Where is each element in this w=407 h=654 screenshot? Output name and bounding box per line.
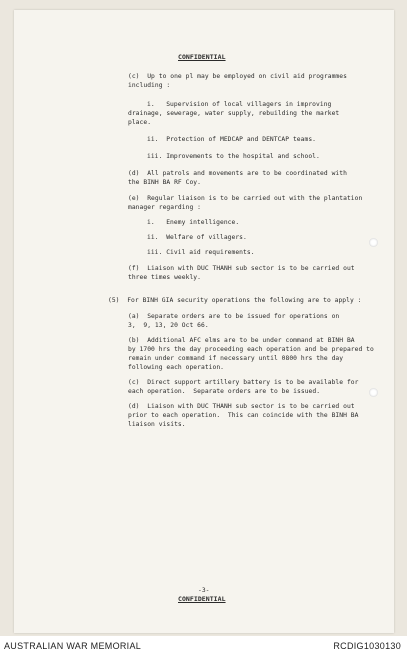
para-c-item-i-line-2: drainage, sewerage, water supply, rebuilding the market bbox=[128, 110, 340, 117]
document-page bbox=[14, 10, 394, 633]
para-f-line-1: (f) Liaison with DUC THANH sub sector is to be carried out bbox=[128, 265, 355, 272]
para-f-line-2: three times weekly. bbox=[128, 274, 201, 281]
header-confidential: CONFIDENTIAL bbox=[178, 53, 226, 61]
para-5b-line-4: following each operation. bbox=[128, 364, 225, 371]
para-c-item-i-line-3: place. bbox=[128, 119, 152, 126]
para-c-line-2: including : bbox=[128, 82, 171, 89]
para-5d-line-2: prior to each operation. This can coincide with the BINH BA bbox=[128, 412, 359, 419]
para-c-item-ii: ii. Protection of MEDCAP and DENTCAP teams. bbox=[147, 136, 317, 143]
para-e-item-iii: iii. Civil aid requirements. bbox=[147, 249, 255, 256]
archive-id: RCDIG1030130 bbox=[333, 641, 401, 651]
para-c-item-iii: iii. Improvements to the hospital and school. bbox=[147, 153, 320, 160]
footer-confidential: CONFIDENTIAL bbox=[178, 595, 226, 603]
para-5c-line-2: each operation. Separate orders are to be issued. bbox=[128, 388, 321, 395]
para-d-line-2: the BINH BA RF Coy. bbox=[128, 179, 201, 186]
page-number: -3- bbox=[198, 587, 210, 594]
para-5c-line-1: (c) Direct support artillery battery is to be available for bbox=[128, 379, 359, 386]
para-5d-line-3: liaison visits. bbox=[128, 421, 186, 428]
para-5d-line-1: (d) Liaison with DUC THANH sub sector is to be carried out bbox=[128, 403, 355, 410]
para-5b-line-1: (b) Additional AFC elms are to be under command at BINH BA bbox=[128, 337, 355, 344]
punch-hole-top bbox=[369, 238, 378, 247]
para-5b-line-2: by 1700 hrs the day proceeding each operation and be prepared to bbox=[128, 346, 374, 353]
para-e-item-ii: ii. Welfare of villagers. bbox=[147, 234, 247, 241]
para-c-item-i-line-1: i. Supervision of local villagers in improving bbox=[147, 101, 332, 108]
para-d-line-1: (d) All patrols and movements are to be coordinated with bbox=[128, 170, 347, 177]
para-5a-line-2: 3, 9, 13, 20 Oct 66. bbox=[128, 322, 209, 329]
para-e-item-i: i. Enemy intelligence. bbox=[147, 219, 240, 226]
archive-name: AUSTRALIAN WAR MEMORIAL bbox=[4, 641, 142, 651]
para-e-line-1: (e) Regular liaison is to be carried out with the plantation bbox=[128, 195, 363, 202]
para-5-intro: (5) For BINH GIA security operations the following are to apply : bbox=[108, 297, 362, 304]
para-5a-line-1: (a) Separate orders are to be issued for operations on bbox=[128, 313, 340, 320]
archive-footer bbox=[0, 636, 407, 654]
para-e-line-2: manager regarding : bbox=[128, 204, 201, 211]
para-5b-line-3: remain under command if necessary until 0800 hrs the day bbox=[128, 355, 344, 362]
para-c-line-1: (c) Up to one pl may be employed on civil aid programmes bbox=[128, 73, 347, 80]
punch-hole-bottom bbox=[369, 388, 378, 397]
